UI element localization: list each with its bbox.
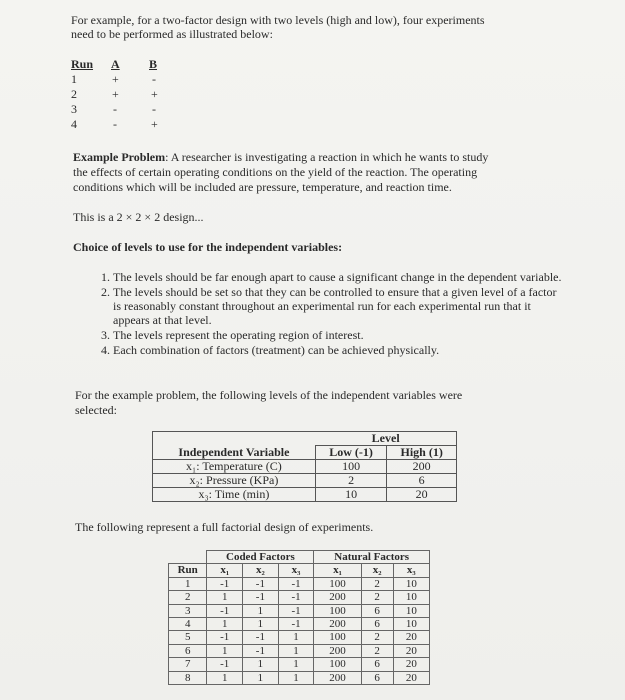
table-row: 7 -1 1 1 100 6 20 — [169, 658, 430, 671]
list-item: 1. The levels should be far enough apart to cause a significant change in the dependent variable. — [113, 270, 563, 284]
factorial-intro: The following represent a full factorial design of experiments. — [75, 520, 374, 534]
levels-heading: Choice of levels to use for the independent variables: — [73, 240, 343, 254]
natural-factors-header: Natural Factors — [314, 551, 430, 564]
table-row: 5 -1 -1 1 100 2 20 — [169, 631, 430, 644]
example-line-3: conditions which will be included are pressure, temperature, and reaction time. — [73, 180, 452, 194]
list-item: 3. The levels represent the operating region of interest. — [113, 328, 563, 342]
level-header: Level — [315, 432, 456, 446]
header-run: Run — [71, 57, 94, 71]
col-independent-variable: Independent Variable — [153, 446, 316, 460]
table-row: 6 1 -1 1 200 2 20 — [169, 644, 430, 657]
levels-list — [83, 270, 563, 358]
table-row: 4 1 1 -1 200 6 10 — [169, 618, 430, 631]
factorial-table: Coded Factors Natural Factors Run x₁ x₂ x₃ x₁ x₂ x₃ 1 -1 -1 -1 100 2 10 2 1 -1 -1 200 2 10 3 -1 1 -1 100 6 10 4 1 1 -1 200 6 10 5 -1 -1 1 100 2 20 6 1 -1 1 200 2 20 7 -1 1 1 100 6 20 8 1 1 1 200 6 20 — [168, 550, 430, 685]
header-a: A — [111, 57, 120, 71]
col-high: High (1) — [387, 446, 457, 460]
design-note: This is a 2 × 2 × 2 design... — [73, 210, 204, 224]
table-row: 8 1 1 1 200 6 20 — [169, 671, 430, 684]
selected-line-1: For the example problem, the following levels of the independent variables were — [75, 388, 463, 402]
list-item: 4. Each combination of factors (treatment) can be achieved physically. — [113, 343, 563, 357]
table-row: x₃: Time (min) 10 20 — [153, 488, 457, 502]
levels-table — [152, 431, 457, 502]
col-low: Low (-1) — [315, 446, 386, 460]
example-line-2: the effects of certain operating conditions on the yield of the reaction. The operating — [73, 165, 478, 179]
table-row: x₂: Pressure (KPa) 2 6 — [153, 474, 457, 488]
list-item: 2. The levels should be set so that they can be controlled to ensure that a given level of a factor is reasonably constant throughout an experimental run for each experimental run that it appears at that level. — [113, 285, 563, 327]
intro-line-2: need to be performed as illustrated below: — [71, 27, 273, 41]
coded-factors-header: Coded Factors — [207, 551, 314, 564]
table-row: x₁: Temperature (C) 100 200 — [153, 460, 457, 474]
run-header: Run — [169, 564, 207, 577]
document-page: For example, for a two-factor design with two levels (high and low), four experiments need to be performed as illustrated below: Run A B 1 + - 2 + + 3 - - 4 - + Example Problem: A researcher is investigating a reaction in which he wants to study the effects of certain operating conditions on the yield of the reaction. The operating conditions which will be included are pressure, temperature, and reaction time. This is a 2 × 2 × 2 design... Choice of levels to use for the independent variables: 1. The levels should be far enough apart to cause a significant change in the dependent variable. 2. The levels should be set so that they can be controlled to ensure that a given level of a factor is reasonably constant throughout an experimental run for each experimental run that it appears at that level. 3. The levels represent the operating region of interest. 4. Each combination of factors (treatment) can be achieved physically. For the example problem, the following levels of the independent variables were selected: Level Independent Variable Low (-1) High (1) x₁: Temperature (C) 100 200 x₂: Pressure (KPa) 2 6 x₃: Time (min) 10 20 The following represent a full factorial design of experiments. Coded Factors Natural Factors Run x₁ x₂ x₃ x₁ x₂ x₃ 1 -1 -1 -1 100 2 10 2 1 -1 -1 200 2 10 3 -1 1 -1 100 6 10 4 1 1 -1 200 6 10 5 -1 -1 1 100 2 20 6 1 -1 1 200 2 20 7 -1 1 1 100 6 20 8 1 1 1 200 6 20 — [0, 0, 625, 700]
table-row: 3 -1 1 -1 100 6 10 — [169, 604, 430, 617]
factorial-body — [169, 577, 430, 684]
intro-line-1: For example, for a two-factor design with two levels (high and low), four experiments — [71, 13, 485, 27]
example-label: Example Problem — [73, 150, 166, 164]
selected-line-2: selected: — [75, 403, 117, 417]
example-line-1: Example Problem: A researcher is investigating a reaction in which he wants to study — [73, 150, 489, 164]
table-row: 1 -1 -1 -1 100 2 10 — [169, 577, 430, 590]
table-row: 2 1 -1 -1 200 2 10 — [169, 591, 430, 604]
header-b: B — [149, 57, 158, 71]
